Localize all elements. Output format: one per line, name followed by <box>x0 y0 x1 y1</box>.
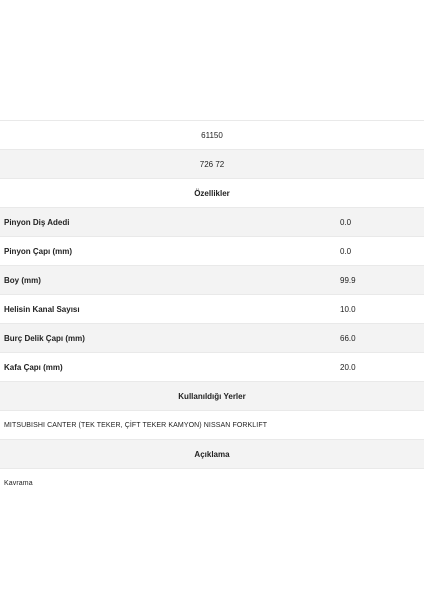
spec-row <box>0 236 424 265</box>
spec-label: Helisin Kanal Sayısı <box>4 304 80 314</box>
spec-value: 10.0 <box>340 304 356 314</box>
spec-value: 99.9 <box>340 275 356 285</box>
usage-title: Kullanıldığı Yerler <box>178 391 246 401</box>
code-value: 726 72 <box>199 159 225 169</box>
description-text: Kavrama <box>4 479 33 487</box>
usage-text: MITSUBISHI CANTER (TEK TEKER, ÇİFT TEKER KAMYON) NISSAN FORKLIFT <box>4 421 268 429</box>
code-row <box>0 120 424 149</box>
spec-row <box>0 207 424 236</box>
spec-label: Pinyon Diş Adedi <box>4 217 70 227</box>
spec-value: 66.0 <box>340 333 356 343</box>
spec-value: 0.0 <box>340 217 352 227</box>
spec-label: Boy (mm) <box>4 275 41 285</box>
spec-row <box>0 265 424 294</box>
usage-row <box>0 410 424 439</box>
code-value: 61150 <box>201 130 223 140</box>
product-spec-table <box>0 120 424 487</box>
spec-label: Pinyon Çapı (mm) <box>4 246 73 256</box>
spec-label: Burç Delik Çapı (mm) <box>4 333 85 343</box>
spec-value: 0.0 <box>340 246 352 256</box>
spec-value: 20.0 <box>340 362 356 372</box>
description-title: Açıklama <box>194 449 230 459</box>
description-header <box>0 439 424 468</box>
spec-label: Kafa Çapı (mm) <box>4 362 63 372</box>
spec-row <box>0 352 424 381</box>
specs-header <box>0 178 424 207</box>
spec-row <box>0 323 424 352</box>
code-row <box>0 149 424 178</box>
usage-header <box>0 381 424 410</box>
specs-title: Özellikler <box>194 188 230 198</box>
description-row <box>0 468 424 497</box>
spec-row <box>0 294 424 323</box>
